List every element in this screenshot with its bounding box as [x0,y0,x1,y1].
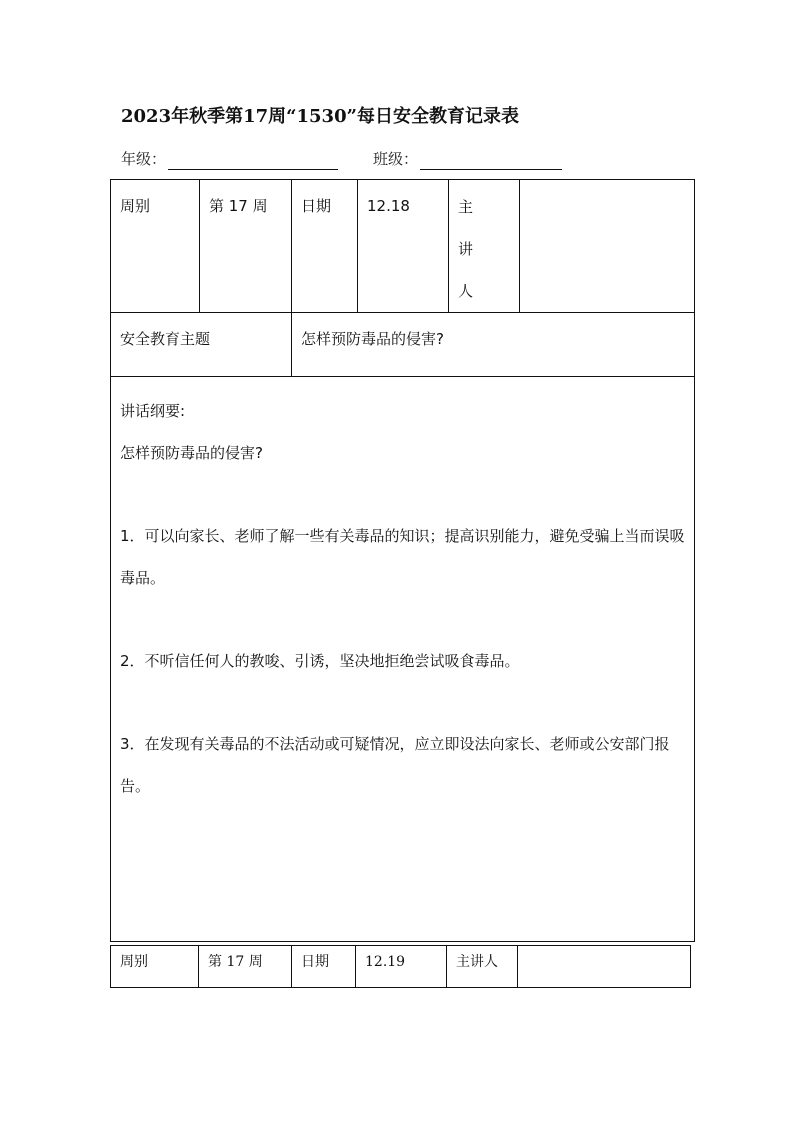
outline-cell [111,377,695,942]
week-value-cell: 第 17 周 [200,180,292,313]
class-label: 班级： [373,150,419,168]
speaker-label-cell: 主讲人 [447,946,518,988]
speaker-label-cell [449,180,520,313]
outline-row [111,377,695,942]
record-table-1219 [110,945,691,988]
speaker-value-cell[interactable] [518,946,691,988]
date-label-cell: 日期 [292,946,356,988]
outline-item-3: 3．在发现有关毒品的不法活动或可疑情况，应立即设法向家长、老师或公安部门报告。 [120,735,670,795]
outline-item-2: 2．不听信任何人的教唆、引诱，坚决地拒绝尝试吸食毒品。 [120,652,520,670]
week-label-cell: 周别 [111,946,199,988]
speaker-label-line2: 人 [458,282,474,300]
info-row [111,180,695,313]
outline-heading: 怎样预防毒品的侵害? [120,444,263,462]
outline-label: 讲话纲要: [120,402,186,420]
week-label-cell: 周别 [111,180,200,313]
grade-input-line[interactable] [168,151,338,170]
outline-item-1: 1．可以向家长、老师了解一些有关毒品的知识；提高识别能力，避免受骗上当而误吸毒品。 [120,527,685,587]
topic-value-cell: 怎样预防毒品的侵害? [292,313,695,377]
speaker-label-line1: 主 讲 [458,198,492,258]
class-field [373,148,562,170]
topic-row [111,313,695,377]
document-title: 2023年秋季第17周“1530”每日安全教育记录表 [121,106,519,127]
topic-label-cell: 安全教育主题 [111,313,292,377]
speaker-value-cell[interactable] [520,180,695,313]
date-value-cell: 12.18 [358,180,449,313]
date-label-cell: 日期 [292,180,358,313]
class-input-line[interactable] [420,151,562,170]
grade-label: 年级： [121,150,167,168]
info-row [111,946,691,988]
record-table-1218 [110,179,695,942]
date-value-cell: 12.19 [356,946,447,988]
week-value-cell: 第 17 周 [199,946,292,988]
grade-field [121,148,338,170]
